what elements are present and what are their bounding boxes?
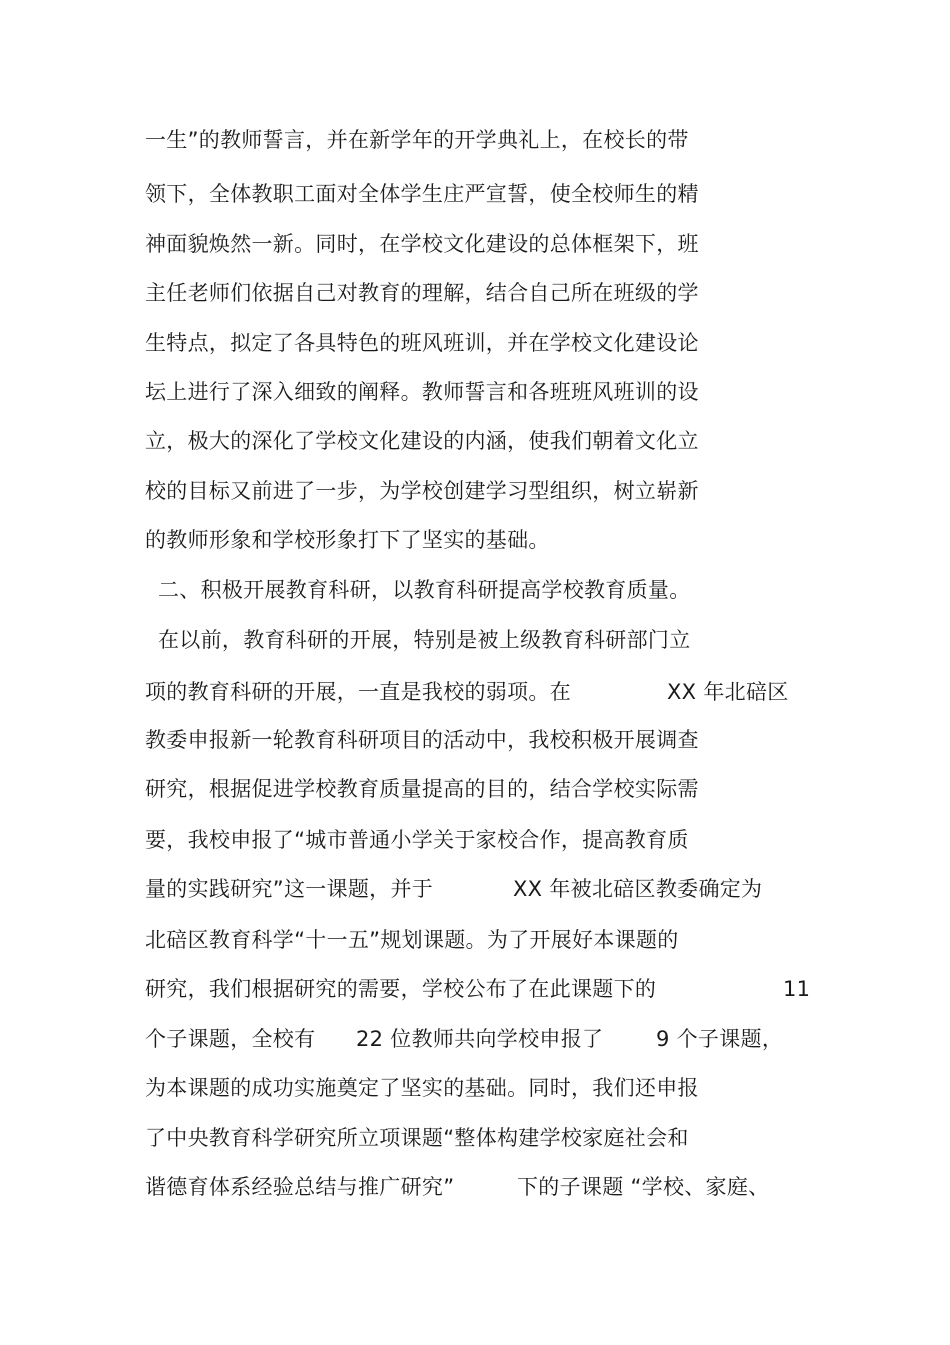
text-line: 校的目标又前进了一步，为学校创建学习型组织，树立崭新 xyxy=(145,479,699,503)
paragraph-first-line: 在以前，教育科研的开展，特别是被上级教育科研部门立 xyxy=(158,628,691,652)
text-segment: 量的实践研究”这一课题，并于 xyxy=(145,877,434,901)
text-segment: 11 xyxy=(783,977,811,1001)
text-segment: 个子课题，全校有 xyxy=(145,1027,316,1051)
text-line xyxy=(145,1172,845,1202)
text-line: 主任老师们依据自己对教育的理解，结合自己所在班级的学 xyxy=(145,281,699,305)
text-segment: 22 位教师共向学校申报了 xyxy=(356,1027,604,1051)
section-heading: 二、积极开展教育科研，以教育科研提高学校教育质量。 xyxy=(158,578,691,602)
text-line: 神面貌焕然一新。同时，在学校文化建设的总体框架下，班 xyxy=(145,232,699,256)
text-line: 生特点，拟定了各具特色的班风班训，并在学校文化建设论 xyxy=(145,331,699,355)
text-segment: 9 个子课题， xyxy=(656,1027,784,1051)
text-line: 坛上进行了深入细致的阐释。教师誓言和各班班风班训的设 xyxy=(145,380,699,404)
text-line xyxy=(145,677,845,707)
text-line xyxy=(145,974,845,1004)
text-line: 一生”的教师誓言，并在新学年的开学典礼上，在校长的带 xyxy=(145,128,689,152)
text-line xyxy=(145,1024,845,1054)
text-line: 北碚区教育科学“十一五”规划课题。为了开展好本课题的 xyxy=(145,928,679,952)
text-line: 为本课题的成功实施奠定了坚实的基础。同时，我们还申报 xyxy=(145,1076,699,1100)
text-line: 教委申报新一轮教育科研项目的活动中，我校积极开展调查 xyxy=(145,728,699,752)
text-line: 了中央教育科学研究所立项课题“整体构建学校家庭社会和 xyxy=(145,1126,689,1150)
text-line: 要，我校申报了“城市普通小学关于家校合作，提高教育质 xyxy=(145,828,689,852)
text-segment: XX 年北碚区 xyxy=(667,680,789,704)
text-segment: 研究，我们根据研究的需要，学校公布了在此课题下的 xyxy=(145,977,657,1001)
text-segment: 谐德育体系经验总结与推广研究” xyxy=(145,1175,455,1199)
text-line: 的教师形象和学校形象打下了坚实的基础。 xyxy=(145,528,550,552)
text-segment: XX 年被北碚区教委确定为 xyxy=(513,877,763,901)
text-line: 研究，根据促进学校教育质量提高的目的，结合学校实际需 xyxy=(145,777,699,801)
text-line xyxy=(145,874,845,904)
text-line: 领下，全体教职工面对全体学生庄严宣誓，使全校师生的精 xyxy=(145,182,699,206)
text-line: 立，极大的深化了学校文化建设的内涵，使我们朝着文化立 xyxy=(145,429,699,453)
text-segment: 项的教育科研的开展，一直是我校的弱项。在 xyxy=(145,680,571,704)
text-segment: 下的子课题 “学校、家庭、 xyxy=(517,1175,770,1199)
